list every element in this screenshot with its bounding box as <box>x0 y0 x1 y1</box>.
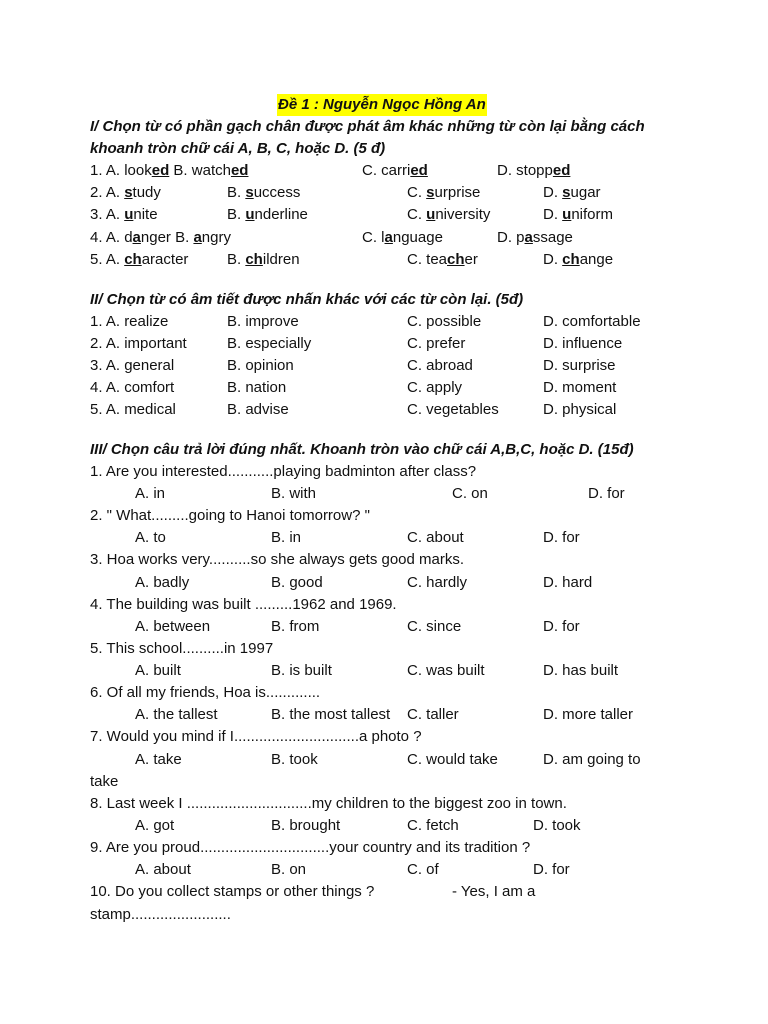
stress-row-3 <box>0 355 768 377</box>
question-text: 1. Are you interested...........playing badminton after class? <box>90 463 477 480</box>
option-a: A. badly <box>135 574 190 591</box>
option-b: B. success <box>227 184 301 201</box>
option-c: C. teacher <box>407 251 478 268</box>
section3-heading-line <box>0 439 768 461</box>
question-options-6 <box>0 704 768 726</box>
section-heading: II/ Chọn từ có âm tiết được nhấn khác với các từ còn lại. (5đ) <box>90 291 524 308</box>
question-text: 7. Would you mind if I..............................a photo ? <box>90 728 422 745</box>
question-options-4 <box>0 616 768 638</box>
question-text: 6. Of all my friends, Hoa is............. <box>90 684 321 701</box>
option-d: D. surprise <box>543 357 616 374</box>
question-stem-6 <box>0 682 768 704</box>
question-text: 10. Do you collect stamps or other things ? <box>90 883 375 900</box>
option-c: C. on <box>452 485 488 502</box>
option-b: B. from <box>271 618 320 635</box>
option-d: D. has built <box>543 662 619 679</box>
question-stem-7 <box>0 726 768 748</box>
pron-question-3 <box>0 204 768 226</box>
question-options-1 <box>0 483 768 505</box>
option-d: D. hard <box>543 574 593 591</box>
option-d: D. sugar <box>543 184 601 201</box>
option-c: C. surprise <box>407 184 481 201</box>
option-d: D. physical <box>543 401 617 418</box>
section-heading: I/ Chọn từ có phần gạch chân được phát âm khác những từ còn lại bằng cách <box>90 118 645 135</box>
option-a: 5. A. character <box>90 251 189 268</box>
option-d: D. took <box>533 817 581 834</box>
option-a: 1. A. looked B. watched <box>90 162 249 179</box>
page-title: Đề 1 : Nguyễn Ngọc Hồng An <box>277 94 487 116</box>
option-d: D. uniform <box>543 206 614 223</box>
option-a: A. between <box>135 618 211 635</box>
pron-question-1 <box>0 160 768 182</box>
question-options-9 <box>0 859 768 881</box>
option-c: C. carried <box>362 162 428 179</box>
option-a: A. to <box>135 529 166 546</box>
option-a: 4. A. comfort <box>90 379 175 396</box>
option-d: D. influence <box>543 335 623 352</box>
question-options-7 <box>0 749 768 771</box>
answer-reply: - Yes, I am a <box>452 883 536 900</box>
option-b: B. with <box>271 485 317 502</box>
option-c: C. possible <box>407 313 482 330</box>
question-text: 8. Last week I ..............................my children to the biggest zoo in town. <box>90 795 567 812</box>
question-stem-5 <box>0 638 768 660</box>
option-b: B. on <box>271 861 307 878</box>
option-c: C. hardly <box>407 574 468 591</box>
section-heading: khoanh tròn chữ cái A, B, C, hoặc D. (5 đ) <box>90 140 386 157</box>
question-options-5 <box>0 660 768 682</box>
wrapped-text: take <box>90 773 119 790</box>
option-d: D. for <box>533 861 570 878</box>
question-stem-4 <box>0 594 768 616</box>
option-c: C. since <box>407 618 462 635</box>
option-a: 1. A. realize <box>90 313 169 330</box>
option-b: B. opinion <box>227 357 294 374</box>
option-c: C. about <box>407 529 464 546</box>
option-d: D. more taller <box>543 706 634 723</box>
stress-row-4 <box>0 377 768 399</box>
option-b: B. good <box>271 574 323 591</box>
option-a: 2. A. study <box>90 184 161 201</box>
stress-row-1 <box>0 311 768 333</box>
option-b: B. advise <box>227 401 289 418</box>
section-heading: III/ Chọn câu trả lời đúng nhất. Khoanh tròn vào chữ cái A,B,C, hoặc D. (15đ) <box>90 441 634 458</box>
option-d: D. for <box>588 485 625 502</box>
question-stem-3 <box>0 549 768 571</box>
option-a: A. about <box>135 861 191 878</box>
wrapped-text: stamp........................ <box>90 906 231 923</box>
section1-heading-line2 <box>0 138 768 160</box>
question-text: 2. " What.........going to Hanoi tomorrow? " <box>90 507 370 524</box>
option-a: A. got <box>135 817 175 834</box>
option-c: C. university <box>407 206 491 223</box>
pron-question-4 <box>0 227 768 249</box>
question-wrap-7 <box>0 771 768 793</box>
pron-question-5 <box>0 249 768 271</box>
option-d: D. for <box>543 618 580 635</box>
question-text: 9. Are you proud...............................your country and its tradition ? <box>90 839 531 856</box>
option-b: B. is built <box>271 662 332 679</box>
option-a: A. take <box>135 751 182 768</box>
option-a: A. built <box>135 662 181 679</box>
option-c: C. prefer <box>407 335 466 352</box>
option-c: C. was built <box>407 662 485 679</box>
option-c: C. taller <box>407 706 459 723</box>
option-b: B. brought <box>271 817 341 834</box>
option-b: B. the most tallest <box>271 706 391 723</box>
question-stem-9 <box>0 837 768 859</box>
option-b: B. in <box>271 529 302 546</box>
option-c: C. fetch <box>407 817 459 834</box>
option-c: C. apply <box>407 379 463 396</box>
question-stem-1 <box>0 461 768 483</box>
option-b: B. nation <box>227 379 287 396</box>
option-c: C. abroad <box>407 357 473 374</box>
option-c: C. would take <box>407 751 498 768</box>
option-c: C. of <box>407 861 439 878</box>
option-d: D. passage <box>497 229 573 246</box>
stress-row-5 <box>0 399 768 421</box>
option-c: C. language <box>362 229 443 246</box>
option-a: 4. A. danger B. angry <box>90 229 231 246</box>
question-options-3 <box>0 572 768 594</box>
option-a: A. in <box>135 485 166 502</box>
section2-heading-line <box>0 289 768 311</box>
option-a: 3. A. general <box>90 357 175 374</box>
option-b: B. especially <box>227 335 312 352</box>
question-text: 5. This school..........in 1997 <box>90 640 274 657</box>
option-b: B. children <box>227 251 300 268</box>
question-stem-2 <box>0 505 768 527</box>
option-d: D. comfortable <box>543 313 641 330</box>
option-c: C. vegetables <box>407 401 499 418</box>
option-a: A. the tallest <box>135 706 218 723</box>
option-a: 2. A. important <box>90 335 187 352</box>
question-text: 3. Hoa works very..........so she always gets good marks. <box>90 551 465 568</box>
question-stem-10 <box>0 881 768 903</box>
option-a: 5. A. medical <box>90 401 176 418</box>
option-a: 3. A. unite <box>90 206 158 223</box>
title-line <box>0 94 768 116</box>
option-d: D. for <box>543 529 580 546</box>
option-d: D. am going to <box>543 751 641 768</box>
section1-heading-line1 <box>0 116 768 138</box>
question-stem-8 <box>0 793 768 815</box>
question-text: 4. The building was built .........1962 and 1969. <box>90 596 397 613</box>
option-b: B. improve <box>227 313 299 330</box>
question-options-2 <box>0 527 768 549</box>
stress-row-2 <box>0 333 768 355</box>
option-b: B. took <box>271 751 318 768</box>
option-b: B. underline <box>227 206 308 223</box>
option-d: D. moment <box>543 379 617 396</box>
question-options-8 <box>0 815 768 837</box>
option-d: D. stopped <box>497 162 571 179</box>
question-wrap-10 <box>0 904 768 926</box>
pron-question-2 <box>0 182 768 204</box>
option-d: D. change <box>543 251 614 268</box>
